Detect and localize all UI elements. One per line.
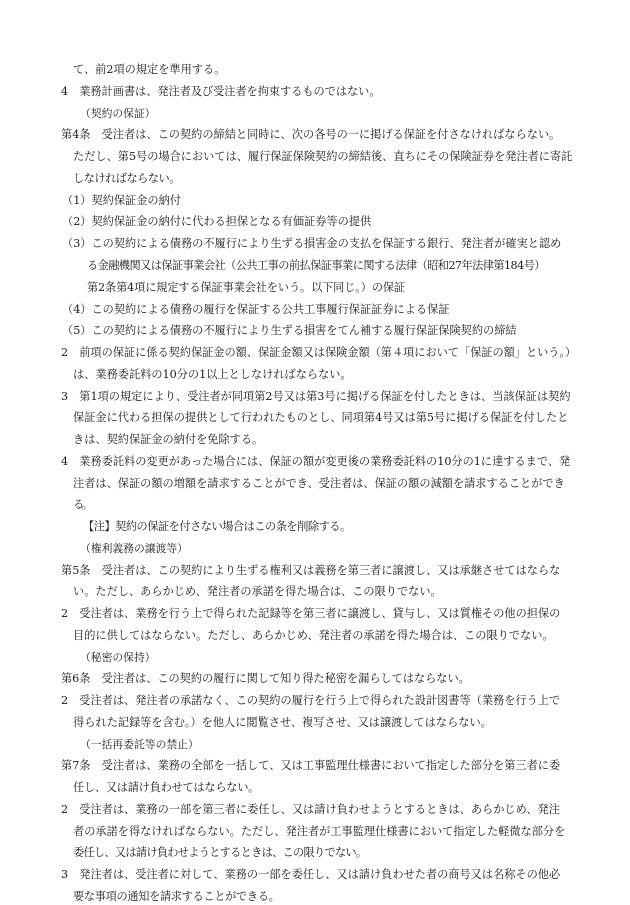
text-line: きは、契約保証金の納付を免除する。 bbox=[73, 433, 264, 446]
text-line: 保証金に代わる担保の提供として行われたものとし、同項第4号又は第5号に掲げる保証を付したと bbox=[73, 411, 569, 424]
text-line: 2 受注者は、業務を行う上で得られた記録等を第三者に譲渡し、貸与し、又は質権その他の担保の bbox=[61, 607, 561, 620]
text-line: 注者は、保証の額の増額を請求することができ、受注者は、保証の額の減額を請求することができ bbox=[73, 477, 565, 490]
text-line: 要な事項の通知を請求することができる。 bbox=[73, 890, 280, 903]
text-line: る。 bbox=[73, 498, 91, 511]
text-line: い。ただし、あらかじめ、発注者の承諾を得た場合は、この限りでない。 bbox=[73, 585, 442, 598]
article-heading: 第7条 受注者は、業務の全部を一括して、又は工事監理仕様書において指定した部分を第三者に委 bbox=[61, 759, 561, 772]
section-caption: （秘密の保持） bbox=[80, 651, 156, 664]
text-line: る金融機関又は保証事業会社（公共工事の前払保証事業に関する法律（昭和27年法律第184号） bbox=[87, 259, 545, 272]
text-line: 3 発注者は、受注者に対して、業務の一部を委任し、又は請け負わせた者の商号又は名称その他必 bbox=[61, 868, 561, 881]
article-heading: 第6条 受注者は、この契約の履行に関して知り得た秘密を漏らしてはならない。 bbox=[61, 672, 470, 685]
text-line: 3 第1項の規定により、受注者が同項第2号又は第3号に掲げる保証を付したときは、当該保証は契約 bbox=[61, 390, 571, 403]
text-line: ただし、第5号の場合においては、履行保証保険契約の締結後、直ちにその保険証券を発注者に寄託 bbox=[73, 150, 573, 163]
text-line: 第2条第4項に規定する保証事業会社をいう。以下同じ。）の保証 bbox=[87, 281, 405, 294]
list-item: （2）契約保証金の納付に代わる担保となる有価証券等の提供 bbox=[62, 215, 372, 228]
list-item: （1）契約保証金の納付 bbox=[62, 194, 181, 207]
section-caption: （一括再委託等の禁止） bbox=[80, 738, 199, 751]
text-line: 者の承諾を得なければならない。ただし、発注者が工事監理仕様書において指定した軽微な部分を bbox=[73, 825, 566, 838]
list-item: （4）この契約による債務の履行を保証する公共工事履行保証証券による保証 bbox=[62, 303, 450, 316]
text-line: 委任し、又は請け負わせようとするときは、この限りでない。 bbox=[73, 846, 367, 859]
text-line: しなければならない。 bbox=[73, 172, 180, 185]
section-caption: （契約の保証） bbox=[80, 107, 156, 120]
text-line: 2 受注者は、発注者の承諾なく、この契約の履行を行う上で得られた設計図書等（業務を行う上で bbox=[61, 694, 561, 707]
list-item: （3）この契約による債務の不履行により生ずる損害金の支払を保証する銀行、発注者が確実と認め bbox=[62, 237, 562, 250]
text-line: 2 受注者は、業務の一部を第三者に委任し、又は請け負わせようとするときは、あらかじめ、発注 bbox=[61, 803, 560, 816]
text-line: は、業務委託料の10分の1以上としなければならない。 bbox=[73, 368, 352, 381]
text-line: 得られた記録等を含む。）を他人に閲覧させ、複写させ、又は譲渡してはならない。 bbox=[73, 716, 492, 729]
text-line: 2 前項の保証に係る契約保証金の額、保証金額又は保険金額（第４項において「保証の額」という。） bbox=[61, 346, 577, 359]
article-heading: 第5条 受注者は、この契約により生ずる権利又は義務を第三者に譲渡し、又は承継させてはならな bbox=[61, 564, 561, 577]
list-item: （5）この契約による債務の不履行により生ずる損害をてん補する履行保証保険契約の締結 bbox=[62, 324, 517, 337]
text-line: 目的に供してはならない。ただし、あらかじめ、発注者の承諾を得た場合は、この限りでない。 bbox=[73, 629, 554, 642]
article-heading: 第4条 受注者は、この契約の締結と同時に、次の各号の一に掲げる保証を付さなければならない。 bbox=[61, 128, 561, 141]
text-line: 4 業務計画書は、発注者及び受注者を拘束するものではない。 bbox=[61, 85, 381, 98]
text-line: 4 業務委託料の変更があった場合には、保証の額が変更後の業務委託料の10分の1に達するまで、発 bbox=[61, 455, 571, 468]
text-line: 任し、又は請け負わせてはならない。 bbox=[73, 781, 260, 794]
text-line: て、前2項の規定を準用する。 bbox=[73, 63, 226, 76]
note-text: 【注】契約の保証を付さない場合はこの条を削除する。 bbox=[83, 520, 351, 533]
section-caption: （権利義務の譲渡等） bbox=[80, 542, 188, 555]
